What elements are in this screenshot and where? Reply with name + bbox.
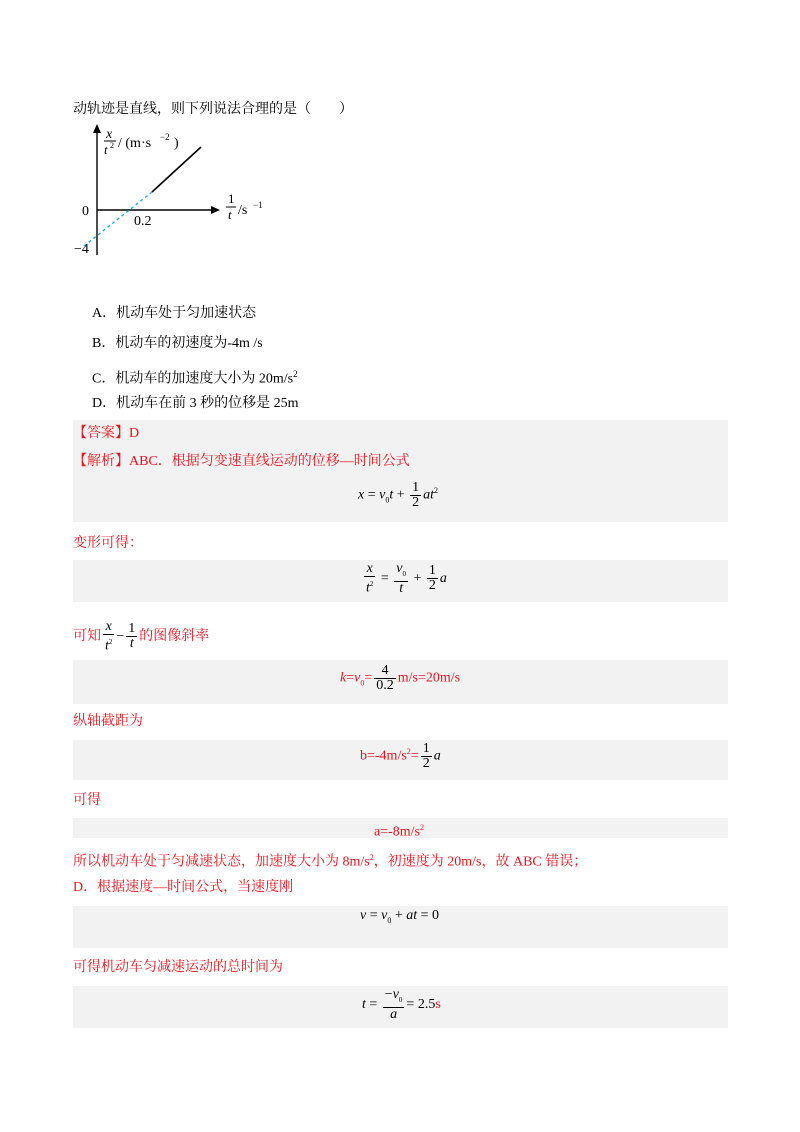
y-intercept-label: −4 xyxy=(74,242,89,257)
option-b-label: B．机动车的初速度为-4m /s xyxy=(92,336,263,351)
answer-tag: 【答案】D xyxy=(73,426,140,441)
conclusion: 所以机动车处于匀减速状态，加速度大小为 $8m/s^2$，初速度为 20m/s，故 ABC 错误； xyxy=(73,853,588,870)
svg-text:t: t xyxy=(228,207,232,222)
conclusion-text: 所以机动车处于匀减速状态，加速度大小为 8m/s xyxy=(73,854,370,870)
intercept-formula: $b=-4m/s^2=$ $\frac{1}{2}$ a xyxy=(360,741,441,771)
acceleration-result: $a=-8m/s^2$ xyxy=(374,823,424,840)
option-c-label: C．机动车的加速度大小为 20m/s xyxy=(92,371,294,387)
total-time-text: 可得机动车匀减速运动的总时间为 xyxy=(73,960,283,975)
slope-suffix: 的图像斜率 xyxy=(139,629,210,645)
svg-text:x: x xyxy=(106,127,113,142)
option-b[interactable] xyxy=(92,334,263,354)
svg-text:1: 1 xyxy=(228,191,235,206)
x-axis-exp: −1 xyxy=(253,200,263,210)
time-result: = 2.5 xyxy=(406,997,436,1013)
slope-value: m/s=20m/s xyxy=(397,670,461,686)
svg-text:2: 2 xyxy=(110,141,114,150)
svg-text:): ) xyxy=(174,136,179,151)
option-c-sup: 2 xyxy=(293,369,298,379)
option-d-label: D．机动车在前 3 秒的位移是 25m xyxy=(92,396,299,411)
transformed-formula: $\frac{x}{t^2}$ = $\frac{v_0}{t}$ + $\frac{1}{2}$ a xyxy=(366,561,447,596)
conclusion-mid: ，初速度为 20m/s，故 ABC 错误； xyxy=(373,854,588,870)
svg-text:t: t xyxy=(104,142,108,157)
option-d[interactable] xyxy=(92,394,299,414)
step-intercept: 纵轴截距为 xyxy=(73,714,143,729)
time-unit: s xyxy=(435,997,441,1013)
option-a-label: A．机动车处于匀加速状态 xyxy=(92,306,257,321)
analysis-tag: 【解析】ABC．根据匀变速直线运动的位移—时间公式 xyxy=(73,454,410,469)
time-formula: t = $\frac{-v_0}{a}$ = 2.5s xyxy=(362,987,441,1022)
option-c[interactable] xyxy=(92,364,298,390)
velocity-formula: $v = v_0$ + at = 0 xyxy=(360,908,440,925)
y-axis-unit: / (m·s xyxy=(118,136,152,151)
slope-formula: $k=v_0=$ $\frac{4}{0.2}$ m/s=20m/s xyxy=(340,663,461,693)
option-a[interactable] xyxy=(92,304,256,324)
step-transform: 变形可得： xyxy=(73,536,143,551)
x-over-t2-graph xyxy=(70,120,290,270)
option-d-analysis: D．根据速度—时间公式，当速度刚 xyxy=(73,880,294,895)
step-slope: 可知 $\frac{x}{t^2}$ − $\frac{1}{t}$ 的图像斜率 xyxy=(73,619,210,654)
intercept-text: b=-4m/s xyxy=(360,748,407,764)
origin-label: 0 xyxy=(82,204,89,219)
y-axis-exp: −2 xyxy=(160,132,170,142)
step-result: 可得 xyxy=(73,793,101,808)
x-intercept-label: 0.2 xyxy=(134,214,152,229)
question-intro: 动轨迹是直线，则下列说法合理的是（ ） xyxy=(73,102,353,117)
displacement-formula: $x = v_0t$ + $\frac{1}{2}$ $at^2$ xyxy=(358,480,439,510)
accel-text: a=-8m/s xyxy=(374,824,420,840)
x-axis-unit: /s xyxy=(238,203,248,218)
